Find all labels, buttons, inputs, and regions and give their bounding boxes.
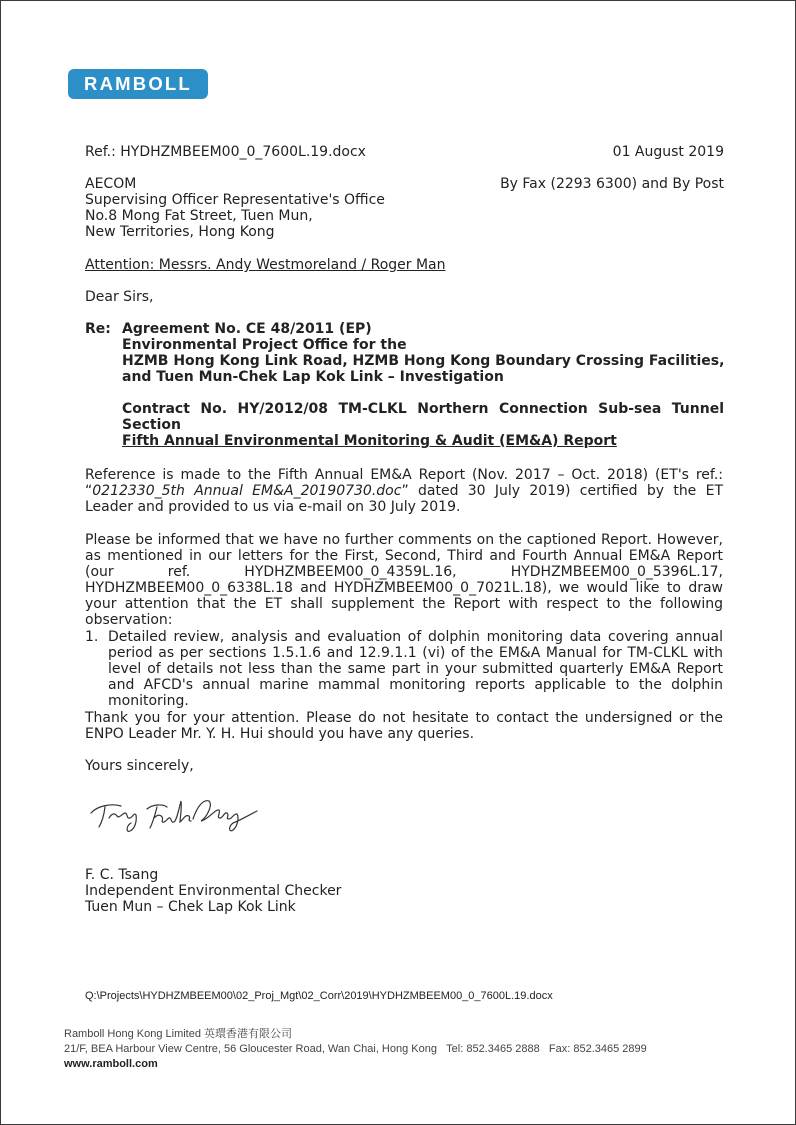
- letterhead-footer: [64, 1027, 647, 1072]
- contract-line: Contract No. HY/2012/08 TM-CLKL Northern Connection Sub-sea Tunnel Section: [122, 401, 724, 433]
- paragraph-comments: [85, 532, 723, 628]
- recipient-street: No.8 Mong Fat Street, Tuen Mun,: [85, 208, 313, 224]
- signer-title: Independent Environmental Checker: [85, 883, 342, 899]
- recipient-address: [85, 176, 385, 240]
- re-line-3: HZMB Hong Kong Link Road, HZMB Hong Kong Boundary Crossing Facilities,: [122, 353, 725, 369]
- salutation: Dear Sirs,: [85, 289, 154, 305]
- footer-website[interactable]: www.ramboll.com: [64, 1058, 158, 1070]
- recipient-office: Supervising Officer Representative's Office: [85, 192, 385, 208]
- para2-text: Please be informed that we have no further comments on the captioned Report. However, as mentioned in our letters for the First, Second, Third and Fourth Annual EM&A Report (our ref. HYDHZMBEEM00_0_4359L.16, HYDHZMBEEM00_0_5396L.17, HYDHZMBEEM00_0_6338L.18 and HYDHZMBEEM00_0_7021L.18), we would like to draw your attention that the ET shall supplement the Report with respect to the following observation:: [85, 532, 723, 628]
- recipient-org: AECOM: [85, 176, 137, 192]
- signer-name: F. C. Tsang: [85, 867, 159, 883]
- delivery-method: By Fax (2293 6300) and By Post: [500, 176, 724, 192]
- paragraph-reference: [85, 467, 723, 515]
- closing: Yours sincerely,: [85, 758, 194, 774]
- item-text: Detailed review, analysis and evaluation of dolphin monitoring data covering annual period as per sections 1.5.1.6 and 12.9.1.1 (vi) of the EM&A Manual for TM-CLKL with level of details not less than the same part in your submitted quarterly EM&A Report and AFCD's annual marine mammal monitoring reports applicable to the dolphin monitoring.: [108, 629, 723, 709]
- item-number: 1.: [85, 629, 99, 645]
- para1-before: Reference is made to the Fifth Annual EM&A Report (Nov. 2017 – Oct. 2018) (ET's ref.: “: [85, 467, 723, 499]
- ramboll-logo: RAMBOLL: [68, 69, 208, 99]
- file-path: Q:\Projects\HYDHZMBEEM00\02_Proj_Mgt\02_Corr\2019\HYDHZMBEEM00_0_7600L.19.docx: [85, 990, 553, 1002]
- re-subject: [122, 321, 724, 449]
- reference-number: Ref.: HYDHZMBEEM00_0_7600L.19.docx: [85, 144, 366, 160]
- report-title: Fifth Annual Environmental Monitoring & Audit (EM&A) Report: [122, 433, 617, 449]
- para1-after: ” dated 30 July 2019) certified by the ET Leader and provided to us via e-mail on 30 July 2019.: [85, 483, 724, 515]
- re-line-1: Agreement No. CE 48/2011 (EP): [122, 321, 372, 337]
- re-line-2: Environmental Project Office for the: [122, 337, 407, 353]
- para3-text: Thank you for your attention. Please do not hesitate to contact the undersigned or the ENPO Leader Mr. Y. H. Hui should you have any queries.: [85, 710, 723, 742]
- footer-fax: Fax: 852.3465 2899: [548, 1043, 647, 1055]
- paragraph-thanks: [85, 710, 723, 742]
- letter-date: 01 August 2019: [612, 144, 724, 160]
- recipient-region: New Territories, Hong Kong: [85, 224, 275, 240]
- signer-project: Tuen Mun – Chek Lap Kok Link: [85, 899, 296, 915]
- signature-image: [87, 791, 262, 843]
- footer-address: 21/F, BEA Harbour View Centre, 56 Gloucester Road, Wan Chai, Hong Kong: [64, 1043, 437, 1055]
- para1-italic: 0212330_5th Annual EM&A_20190730.doc: [92, 483, 402, 499]
- signer-block: [85, 867, 341, 915]
- re-label: Re:: [85, 321, 111, 337]
- re-line-4: and Tuen Mun-Chek Lap Kok Link – Investigation: [122, 369, 504, 385]
- footer-tel: Tel: 852.3465 2888: [446, 1043, 540, 1055]
- footer-company: Ramboll Hong Kong Limited 英環香港有限公司: [64, 1028, 293, 1040]
- attention-line: Attention: Messrs. Andy Westmoreland / Roger Man: [85, 257, 446, 273]
